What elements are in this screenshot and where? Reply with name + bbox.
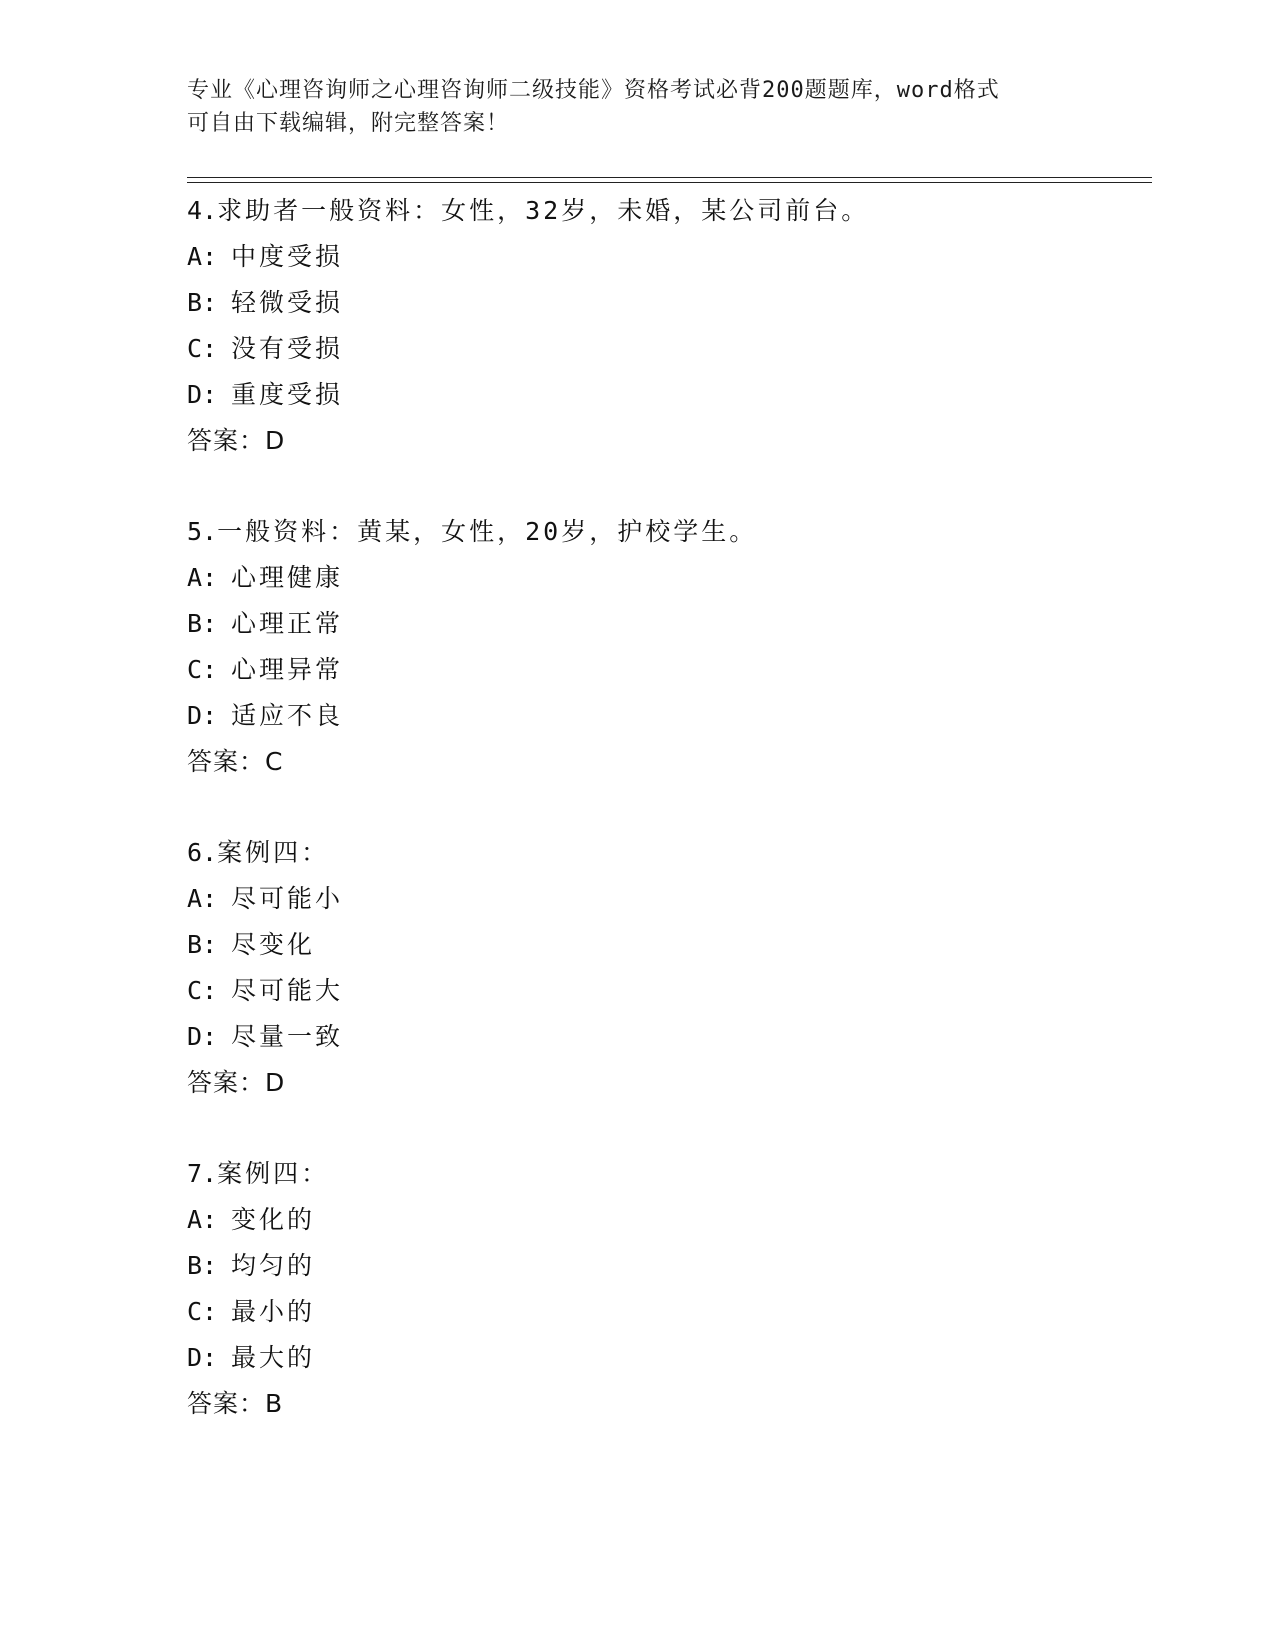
option-letter: B:	[187, 1251, 218, 1280]
option-letter: C:	[187, 655, 218, 684]
option-text: 尽量一致	[231, 1022, 344, 1051]
option-d	[187, 372, 1152, 418]
option-letter: B:	[187, 288, 218, 317]
question-list	[187, 188, 1152, 1472]
option-text: 均匀的	[231, 1251, 316, 1280]
option-c	[187, 1289, 1152, 1335]
option-text: 最小的	[231, 1297, 316, 1326]
option-c	[187, 647, 1152, 693]
answer-line: 答案：B	[187, 1389, 284, 1418]
header-line-1: 专业《心理咨询师之心理咨询师二级技能》资格考试必背200题题库，word格式	[187, 78, 1000, 103]
option-letter: D:	[187, 1343, 218, 1372]
option-letter: A:	[187, 1205, 218, 1234]
question-number: 7.	[187, 1159, 218, 1188]
option-d	[187, 693, 1152, 739]
option-text: 尽变化	[231, 930, 316, 959]
option-letter: A:	[187, 884, 218, 913]
option-letter: B:	[187, 609, 218, 638]
question-text: 一般资料：黄某，女性，20岁，护校学生。	[217, 517, 758, 546]
option-letter: C:	[187, 1297, 218, 1326]
option-letter: B:	[187, 930, 218, 959]
option-a	[187, 876, 1152, 922]
question-item	[187, 830, 1152, 1106]
option-text: 最大的	[231, 1343, 316, 1372]
option-text: 轻微受损	[231, 288, 344, 317]
option-text: 尽可能小	[231, 884, 344, 913]
option-c	[187, 968, 1152, 1014]
question-text: 求助者一般资料：女性，32岁，未婚，某公司前台。	[217, 196, 870, 225]
question-number: 6.	[187, 838, 218, 867]
header-divider-bottom	[187, 182, 1152, 183]
option-b	[187, 922, 1152, 968]
header-line-2: 可自由下载编辑，附完整答案！	[187, 111, 510, 136]
question-item	[187, 1151, 1152, 1427]
option-letter: D:	[187, 380, 218, 409]
question-text: 案例四：	[217, 838, 330, 867]
option-a	[187, 234, 1152, 280]
option-letter: A:	[187, 242, 218, 271]
option-text: 尽可能大	[231, 976, 344, 1005]
question-item	[187, 509, 1152, 785]
option-text: 中度受损	[231, 242, 344, 271]
question-stem	[187, 188, 1152, 234]
option-c	[187, 326, 1152, 372]
option-d	[187, 1335, 1152, 1381]
header-divider-top	[187, 177, 1152, 178]
option-text: 没有受损	[231, 334, 344, 363]
question-text: 案例四：	[217, 1159, 330, 1188]
option-letter: A:	[187, 563, 218, 592]
option-letter: D:	[187, 1022, 218, 1051]
question-stem	[187, 1151, 1152, 1197]
answer-line: 答案：C	[187, 747, 284, 776]
answer-line: 答案：D	[187, 426, 286, 455]
question-item	[187, 188, 1152, 464]
question-number: 4.	[187, 196, 218, 225]
option-letter: C:	[187, 334, 218, 363]
option-text: 重度受损	[231, 380, 344, 409]
option-text: 心理正常	[231, 609, 344, 638]
option-a	[187, 555, 1152, 601]
option-letter: D:	[187, 701, 218, 730]
option-b	[187, 601, 1152, 647]
option-a	[187, 1197, 1152, 1243]
option-d	[187, 1014, 1152, 1060]
option-text: 心理健康	[231, 563, 344, 592]
option-text: 适应不良	[231, 701, 344, 730]
option-b	[187, 1243, 1152, 1289]
question-stem	[187, 830, 1152, 876]
option-text: 变化的	[231, 1205, 316, 1234]
option-text: 心理异常	[231, 655, 344, 684]
question-stem	[187, 509, 1152, 555]
answer-line: 答案：D	[187, 1068, 286, 1097]
option-b	[187, 280, 1152, 326]
option-letter: C:	[187, 976, 218, 1005]
question-number: 5.	[187, 517, 218, 546]
document-header	[187, 74, 1077, 140]
